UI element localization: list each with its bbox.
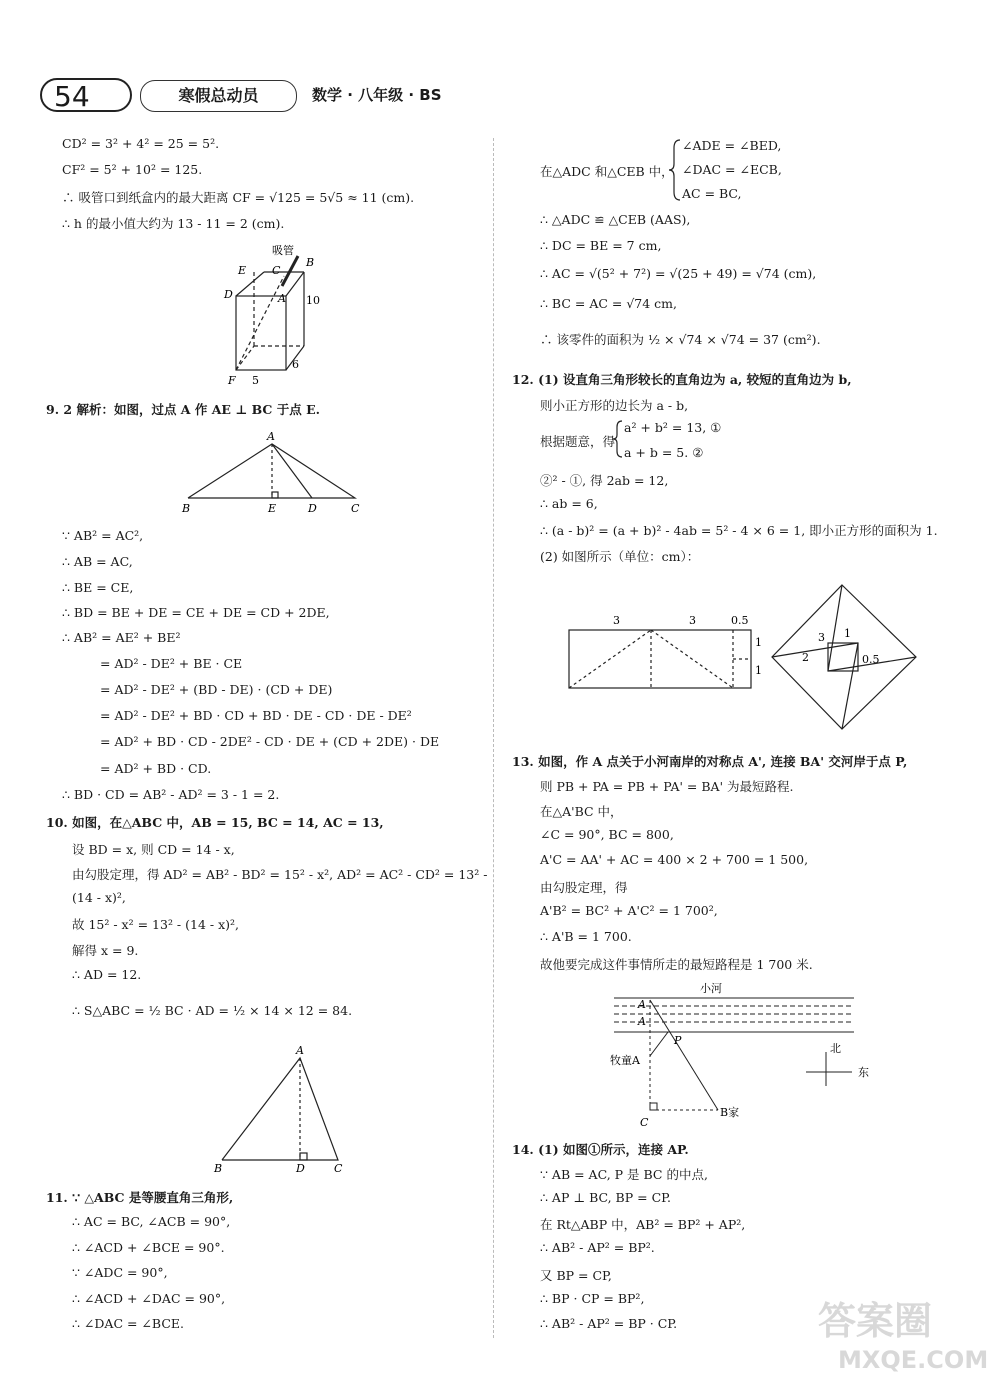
dim-label: 1 — [844, 627, 851, 640]
text-line: = AD² + BD · CD. — [100, 761, 212, 776]
dim-label: 0.5 — [731, 614, 749, 627]
river-figure — [600, 980, 890, 1129]
point-label: B — [182, 502, 191, 515]
east-label: 东 — [858, 1066, 869, 1079]
point-label: C — [334, 1162, 343, 1175]
text-line: ∴ AB² - AP² = BP · CP. — [540, 1316, 678, 1331]
subject-label: 数学 · 八年级 · BS — [312, 86, 442, 104]
point-label: P — [674, 1034, 682, 1047]
text-line: ∴ ∠ACD + ∠DAC = 90°, — [72, 1291, 226, 1306]
dim-label: 3 — [689, 614, 696, 627]
book-title: 寒假总动员 — [140, 80, 297, 112]
point-label: C — [351, 502, 360, 515]
point-label: A — [278, 292, 286, 305]
text-line: ②² - ①, 得 2ab = 12, — [540, 473, 669, 488]
text-line: ∠DAC = ∠ECB, — [682, 162, 782, 177]
text-line: A'C = AA' + AC = 400 × 2 + 700 = 1 500, — [540, 852, 809, 867]
triangle-q9-figure — [180, 428, 370, 518]
text-line: ∴ 该零件的面积为 ½ × √74 × √74 = 37 (cm²). — [540, 332, 821, 347]
text-line: 11. ∵ △ABC 是等腰直角三角形, — [46, 1190, 234, 1205]
text-line: 故他要完成这件事情所走的最短路程是 1 700 米. — [540, 957, 813, 972]
text-line: 10. 如图，在△ABC 中，AB = 15, BC = 14, AC = 13, — [46, 815, 384, 830]
text-line: 在△A'BC 中， — [540, 804, 623, 819]
text-line: 14. (1) 如图①所示，连接 AP. — [512, 1142, 689, 1157]
dim-label: 2 — [802, 651, 809, 664]
text-line: ∴ A'B = 1 700. — [540, 929, 632, 944]
point-label: C — [640, 1116, 649, 1129]
point-label: A — [296, 1044, 304, 1057]
text-line: CD² = 3² + 4² = 25 = 5². — [62, 136, 220, 151]
watermark: 答案圈 MXQE.COM — [818, 1299, 989, 1374]
point-label: D — [224, 288, 233, 301]
text-line: ∴ BC = AC = √74 cm, — [540, 296, 678, 311]
dim-label: 3 — [818, 631, 825, 644]
point-label: F — [228, 374, 236, 387]
text-line: ∵ AB² = AC², — [62, 528, 144, 543]
text-line: ∴ AD = 12. — [72, 967, 142, 982]
text-line: 13. 如图，作 A 点关于小河南岸的对称点 A', 连接 BA' 交河岸于点 P, — [512, 754, 908, 769]
text-line: 解得 x = 9. — [72, 943, 139, 958]
point-label: B — [306, 256, 315, 269]
dim-label: 1 — [755, 636, 762, 649]
text-line: ∴ BE = CE, — [62, 580, 134, 595]
strip-figure — [565, 612, 775, 692]
text-line: = AD² - DE² + BE · CE — [100, 656, 243, 671]
text-line: ∴ (a - b)² = (a + b)² - 4ab = 5² - 4 × 6 = 1, 即小正方形的面积为 1. — [540, 523, 938, 538]
page-number: 54 — [40, 78, 132, 112]
home-label: B家 — [720, 1106, 740, 1119]
text-line: ∠C = 90°, BC = 800, — [540, 827, 674, 842]
triangle-q10-figure — [212, 1042, 362, 1175]
point-label: A — [638, 1015, 646, 1028]
text-line: ∴ h 的最小值大约为 13 - 11 = 2 (cm). — [62, 216, 285, 231]
text-line: ∴ BD · CD = AB² - AD² = 3 - 1 = 2. — [62, 787, 280, 802]
dim-label: 6 — [292, 358, 299, 371]
text-line: 在△ADC 和△CEB 中， — [540, 164, 674, 179]
text-line: ∠ADE = ∠BED, — [682, 138, 782, 153]
text-line: ∴ △ADC ≌ △CEB (AAS), — [540, 212, 691, 227]
point-label: A — [267, 430, 275, 443]
text-line: ∴ BP · CP = BP², — [540, 1291, 645, 1306]
text-line: 则小正方形的边长为 a - b, — [540, 398, 689, 413]
text-line: 设 BD = x, 则 CD = 14 - x, — [72, 842, 235, 857]
text-line: ∴ DC = BE = 7 cm, — [540, 238, 662, 253]
dim-label: 5 — [252, 374, 259, 387]
text-line: ∴ ∠ACD + ∠BCE = 90°. — [72, 1240, 225, 1255]
herder-label: 牧童A — [610, 1054, 640, 1067]
text-line: ∴ ∠DAC = ∠BCE. — [72, 1316, 184, 1331]
north-label: 北 — [830, 1042, 841, 1055]
text-line: 又 BP = CP, — [540, 1268, 612, 1283]
text-line: (14 - x)², — [72, 890, 126, 905]
text-line: a + b = 5. ② — [624, 445, 704, 460]
text-line: = AD² - DE² + BD · CD + BD · DE - CD · DE - DE² — [100, 708, 412, 723]
text-line: 12. (1) 设直角三角形较长的直角边为 a, 较短的直角边为 b, — [512, 372, 852, 387]
point-label: E — [238, 264, 247, 277]
text-line: ∴ AB² - AP² = BP². — [540, 1240, 655, 1255]
text-line: 由勾股定理，得 — [540, 880, 628, 895]
river-label: 小河 — [700, 982, 722, 995]
text-line: CF² = 5² + 10² = 125. — [62, 162, 203, 177]
point-label: E — [268, 502, 277, 515]
dim-label: 3 — [613, 614, 620, 627]
dim-label: 1 — [755, 664, 762, 677]
square-figure — [770, 583, 920, 733]
point-label: D — [308, 502, 317, 515]
text-line: 在 Rt△ABP 中，AB² = BP² + AP², — [540, 1217, 746, 1232]
text-line: 则 PB + PA = PB + PA' = BA' 为最短路程. — [540, 779, 794, 794]
text-line: ∵ AB = AC, P 是 BC 的中点, — [540, 1167, 708, 1182]
text-line: a² + b² = 13, ① — [624, 420, 722, 435]
text-line: ∴ AC = √(5² + 7²) = √(25 + 49) = √74 (cm), — [540, 266, 817, 281]
dim-label: 10 — [306, 294, 320, 307]
dim-label: 0.5 — [862, 653, 880, 666]
text-line: ∴ AB = AC, — [62, 554, 133, 569]
text-line: ∵ ∠ADC = 90°, — [72, 1265, 168, 1280]
text-line: ∴ AC = BC, ∠ACB = 90°, — [72, 1214, 231, 1229]
text-line: 故 15² - x² = 13² - (14 - x)², — [72, 917, 239, 932]
text-line: (2) 如图所示（单位：cm）： — [540, 549, 700, 564]
text-line: ∴ 吸管口到纸盒内的最大距离 CF = √125 = 5√5 ≈ 11 (cm). — [62, 190, 415, 205]
box-straw-figure — [222, 242, 342, 392]
point-label: A — [638, 998, 646, 1011]
text-line: ∴ S△ABC = ½ BC · AD = ½ × 14 × 12 = 84. — [72, 1003, 353, 1018]
text-line: ∴ AB² = AE² + BE² — [62, 630, 181, 645]
text-line: = AD² - DE² + (BD - DE) · (CD + DE) — [100, 682, 333, 697]
text-line: = AD² + BD · CD - 2DE² - CD · DE + (CD + 2DE) · DE — [100, 734, 440, 749]
straw-label: 吸管 — [272, 244, 294, 257]
text-line: 由勾股定理，得 AD² = AB² - BD² = 15² - x², AD² = AC² - CD² = 13² - — [72, 867, 488, 882]
text-line: ∴ AP ⊥ BC, BP = CP. — [540, 1190, 671, 1205]
text-line: A'B² = BC² + A'C² = 1 700², — [540, 903, 718, 918]
text-line: ∴ ab = 6, — [540, 496, 598, 511]
point-label: B — [214, 1162, 223, 1175]
text-line: ∴ BD = BE + DE = CE + DE = CD + 2DE, — [62, 605, 330, 620]
point-label: D — [296, 1162, 305, 1175]
text-line: AC = BC, — [682, 186, 742, 201]
point-label: C — [272, 264, 281, 277]
text-line: 9. 2 解析：如图，过点 A 作 AE ⊥ BC 于点 E. — [46, 402, 320, 417]
text-line: 根据题意，得 — [540, 434, 616, 449]
